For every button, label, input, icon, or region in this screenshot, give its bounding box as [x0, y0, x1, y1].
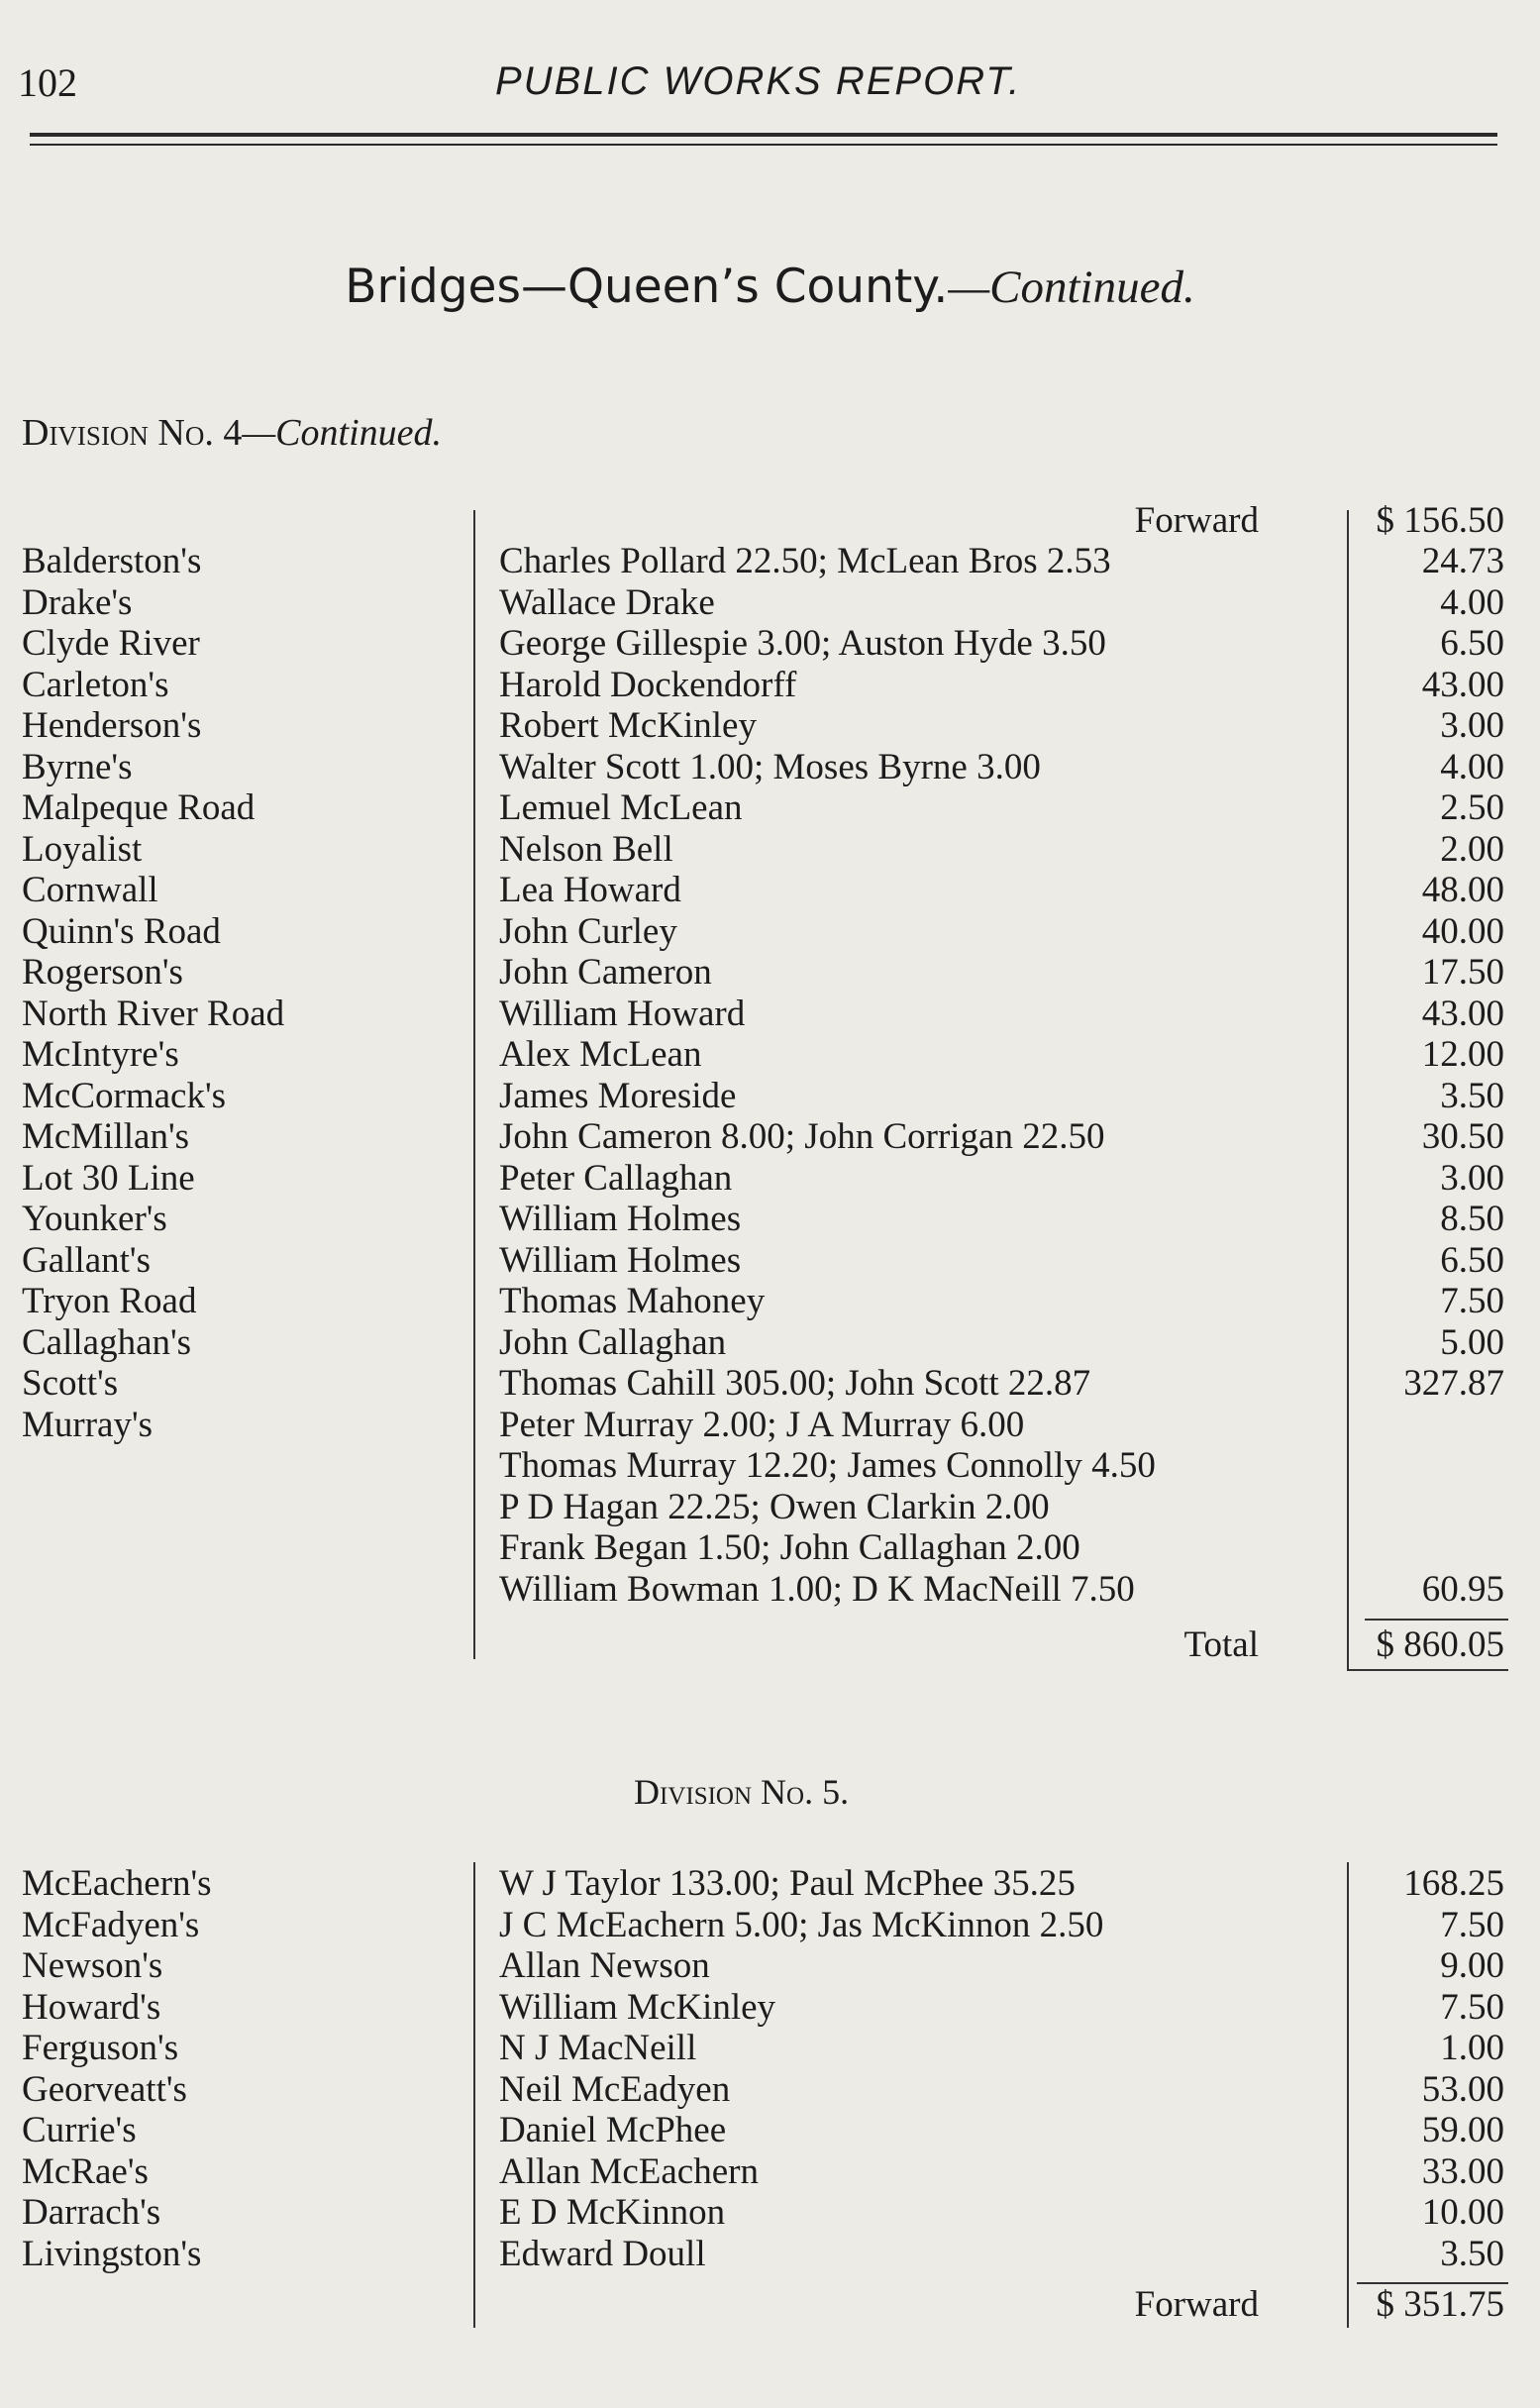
table-row: [0, 1569, 1540, 1611]
payee-text: Nelson Bell: [499, 828, 673, 870]
amount-value: 327.87: [1403, 1363, 1504, 1404]
bridge-name: McMillan's: [22, 1116, 190, 1157]
amount-value: 168.25: [1403, 1863, 1504, 1904]
amount-value: 3.00: [1440, 705, 1504, 746]
payee-text: Walter Scott 1.00; Moses Byrne 3.00: [499, 746, 1041, 787]
amount-value: 4.00: [1440, 581, 1504, 623]
payee-text: J C McEachern 5.00; Jas McKinnon 2.50: [499, 1904, 1104, 1945]
table-row: [0, 1199, 1540, 1240]
amount-value: 10.00: [1421, 2192, 1504, 2233]
payee-text: William McKinley: [499, 1986, 776, 2028]
bridge-name: Howard's: [22, 1986, 161, 2028]
header-rule: [30, 133, 1497, 137]
table-row: [0, 541, 1540, 582]
amount-value: 9.00: [1440, 1945, 1504, 1986]
division-4-heading-suffix: —Continued.: [242, 412, 442, 454]
bridge-name: Lot 30 Line: [22, 1157, 195, 1199]
payee-text: Alex McLean: [499, 1034, 702, 1075]
section-title-suffix: —Continued.: [948, 262, 1195, 313]
amount-value: 8.50: [1440, 1199, 1504, 1239]
bridge-name: Georveatt's: [22, 2068, 187, 2110]
payee-text: Lemuel McLean: [499, 787, 743, 828]
payee-text: Charles Pollard 22.50; McLean Bros 2.53: [499, 541, 1111, 581]
amount-value: 3.50: [1440, 2233, 1504, 2274]
table-row: [0, 2028, 1540, 2069]
payee-text: Peter Murray 2.00; J A Murray 6.00: [499, 1404, 1025, 1445]
payee-text: Wallace Drake: [499, 581, 715, 623]
table-row: [0, 787, 1540, 829]
table-row: [0, 1116, 1540, 1158]
payee-text: Robert McKinley: [499, 705, 757, 746]
bridge-name: North River Road: [22, 993, 285, 1034]
header-rule-thin: [30, 144, 1497, 146]
division-4-heading-text: Division No. 4: [22, 412, 243, 454]
payee-text: George Gillespie 3.00; Auston Hyde 3.50: [499, 623, 1106, 664]
bridge-name: Clyde River: [22, 623, 200, 664]
payee-text: William Holmes: [499, 1199, 742, 1239]
table-row: [0, 1363, 1540, 1405]
forward-amount-bottom: $ 351.75: [1376, 2284, 1504, 2325]
table-row: [0, 870, 1540, 911]
bridge-name: Callaghan's: [22, 1321, 192, 1363]
payee-text: Allan Newson: [499, 1945, 710, 1986]
payee-text: Thomas Murray 12.20; James Connolly 4.50: [499, 1445, 1156, 1486]
amount-value: 12.00: [1421, 1034, 1504, 1075]
table-row: [0, 1945, 1540, 1987]
page-number: 102: [18, 60, 77, 105]
bridge-name: Gallant's: [22, 1239, 151, 1281]
amount-value: 3.50: [1440, 1075, 1504, 1116]
amount-value: 53.00: [1421, 2068, 1504, 2110]
bridge-name: Malpeque Road: [22, 787, 256, 828]
amount-value: 7.50: [1440, 1904, 1504, 1945]
amount-value: 48.00: [1421, 870, 1504, 910]
bridge-name: McIntyre's: [22, 1034, 179, 1075]
table-row: [0, 582, 1540, 624]
table-row: [0, 1527, 1540, 1569]
table-row: [0, 1487, 1540, 1528]
bridge-name: Loyalist: [22, 828, 143, 870]
payee-text: Allan McEachern: [499, 2150, 759, 2192]
column-rule-right: [1347, 510, 1349, 1669]
bridge-name: Murray's: [22, 1404, 154, 1445]
table-row: [0, 1034, 1540, 1076]
table-row: [0, 623, 1540, 665]
payee-text: P D Hagan 22.25; Owen Clarkin 2.00: [499, 1486, 1050, 1527]
bridge-name: Darrach's: [22, 2192, 161, 2233]
division-4-heading: [22, 411, 442, 455]
table-row: [0, 2110, 1540, 2151]
bridge-name: Rogerson's: [22, 952, 183, 993]
table-row: [0, 2192, 1540, 2234]
bridge-name: McCormack's: [22, 1075, 227, 1116]
amount-value: 4.00: [1440, 746, 1504, 787]
table-row: [0, 1863, 1540, 1905]
payee-text: Thomas Mahoney: [499, 1281, 766, 1321]
section-title-main: Bridges—Queen’s County.: [345, 260, 949, 314]
payee-text: William Bowman 1.00; D K MacNeill 7.50: [499, 1568, 1135, 1610]
table-row: [0, 1240, 1540, 1282]
table-row: [0, 952, 1540, 994]
bridge-name: McFadyen's: [22, 1904, 200, 1945]
bridge-name: Henderson's: [22, 705, 202, 746]
forward-rule-bottom: [1357, 2282, 1508, 2284]
amount-value: 43.00: [1421, 993, 1504, 1034]
bridge-name: Byrne's: [22, 746, 133, 787]
table-row: [0, 705, 1540, 747]
payee-text: Harold Dockendorff: [499, 664, 797, 705]
column-rule-right-div5: [1347, 1862, 1349, 2328]
payee-text: Frank Began 1.50; John Callaghan 2.00: [499, 1527, 1080, 1568]
payee-text: William Holmes: [499, 1239, 742, 1281]
bridge-name: McEachern's: [22, 1863, 212, 1904]
total-rule: [1365, 1619, 1508, 1621]
payee-text: W J Taylor 133.00; Paul McPhee 35.25: [499, 1863, 1076, 1904]
bridge-name: Ferguson's: [22, 2028, 179, 2068]
total-amount: $ 860.05: [1376, 1624, 1504, 1665]
division-5-heading: [634, 1771, 849, 1813]
total-underline: [1347, 1669, 1508, 1671]
division-5-heading-text: Division No. 5.: [634, 1772, 850, 1812]
bridge-name: Livingston's: [22, 2233, 202, 2274]
bridge-name: Carleton's: [22, 664, 169, 705]
column-rule-left-div5: [473, 1862, 475, 2328]
amount-value: 30.50: [1421, 1116, 1504, 1157]
amount-value: 6.50: [1440, 1239, 1504, 1281]
amount-value: 2.00: [1440, 828, 1504, 870]
forward-row-bottom: [0, 2284, 1540, 2326]
section-title: [0, 260, 1540, 314]
payee-text: William Howard: [499, 993, 746, 1034]
running-title: PUBLIC WORKS REPORT.: [495, 59, 1022, 103]
forward-row: [0, 500, 1540, 542]
table-row: [0, 994, 1540, 1035]
bridge-name: Quinn's Road: [22, 910, 221, 952]
amount-value: 59.00: [1421, 2110, 1504, 2150]
bridge-name: Currie's: [22, 2110, 137, 2150]
table-row: [0, 1281, 1540, 1322]
payee-text: James Moreside: [499, 1075, 737, 1116]
table-row: [0, 911, 1540, 953]
total-label: Total: [1183, 1624, 1259, 1665]
amount-value: 7.50: [1440, 1281, 1504, 1321]
table-row: [0, 1445, 1540, 1487]
payee-text: Peter Callaghan: [499, 1157, 733, 1199]
amount-value: 33.00: [1421, 2150, 1504, 2192]
amount-value: 6.50: [1440, 623, 1504, 664]
table-row: [0, 1905, 1540, 1946]
forward-amount: $ 156.50: [1376, 500, 1504, 541]
table-row: [0, 665, 1540, 706]
table-row: [0, 1076, 1540, 1117]
bridge-name: McRae's: [22, 2150, 149, 2192]
amount-value: 17.50: [1421, 952, 1504, 993]
table-row: [0, 1405, 1540, 1446]
payee-text: John Callaghan: [499, 1321, 727, 1363]
total-row: [0, 1624, 1540, 1666]
amount-value: 7.50: [1440, 1986, 1504, 2028]
table-row: [0, 1322, 1540, 1364]
forward-label: Forward: [1134, 500, 1259, 541]
bridge-name: Younker's: [22, 1199, 167, 1239]
payee-text: N J MacNeill: [499, 2028, 697, 2068]
table-row: [0, 2069, 1540, 2111]
table-row: [0, 2234, 1540, 2275]
payee-text: Daniel McPhee: [499, 2110, 727, 2150]
amount-value: 3.00: [1440, 1157, 1504, 1199]
payee-text: Neil McEadyen: [499, 2068, 731, 2110]
payee-text: Lea Howard: [499, 870, 681, 910]
amount-value: 40.00: [1421, 910, 1504, 952]
amount-value: 2.50: [1440, 787, 1504, 828]
bridge-name: Drake's: [22, 581, 133, 623]
table-row: [0, 1158, 1540, 1200]
column-rule-left: [473, 510, 475, 1659]
amount-value: 60.95: [1421, 1568, 1504, 1610]
amount-value: 5.00: [1440, 1321, 1504, 1363]
table-row: [0, 747, 1540, 788]
table-row: [0, 2151, 1540, 2193]
table-row: [0, 1987, 1540, 2029]
amount-value: 43.00: [1421, 664, 1504, 705]
bridge-name: Cornwall: [22, 870, 158, 910]
payee-text: John Curley: [499, 910, 677, 952]
bridge-name: Scott's: [22, 1363, 119, 1404]
payee-text: John Cameron 8.00; John Corrigan 22.50: [499, 1116, 1105, 1157]
table-row: [0, 829, 1540, 871]
amount-value: 24.73: [1421, 541, 1504, 581]
payee-text: Thomas Cahill 305.00; John Scott 22.87: [499, 1363, 1091, 1404]
payee-text: Edward Doull: [499, 2233, 706, 2274]
forward-label-bottom: Forward: [1134, 2284, 1259, 2325]
bridge-name: Newson's: [22, 1945, 163, 1986]
bridge-name: Balderston's: [22, 541, 202, 581]
payee-text: E D McKinnon: [499, 2192, 726, 2233]
bridge-name: Tryon Road: [22, 1281, 197, 1321]
payee-text: John Cameron: [499, 952, 712, 993]
amount-value: 1.00: [1440, 2028, 1504, 2068]
